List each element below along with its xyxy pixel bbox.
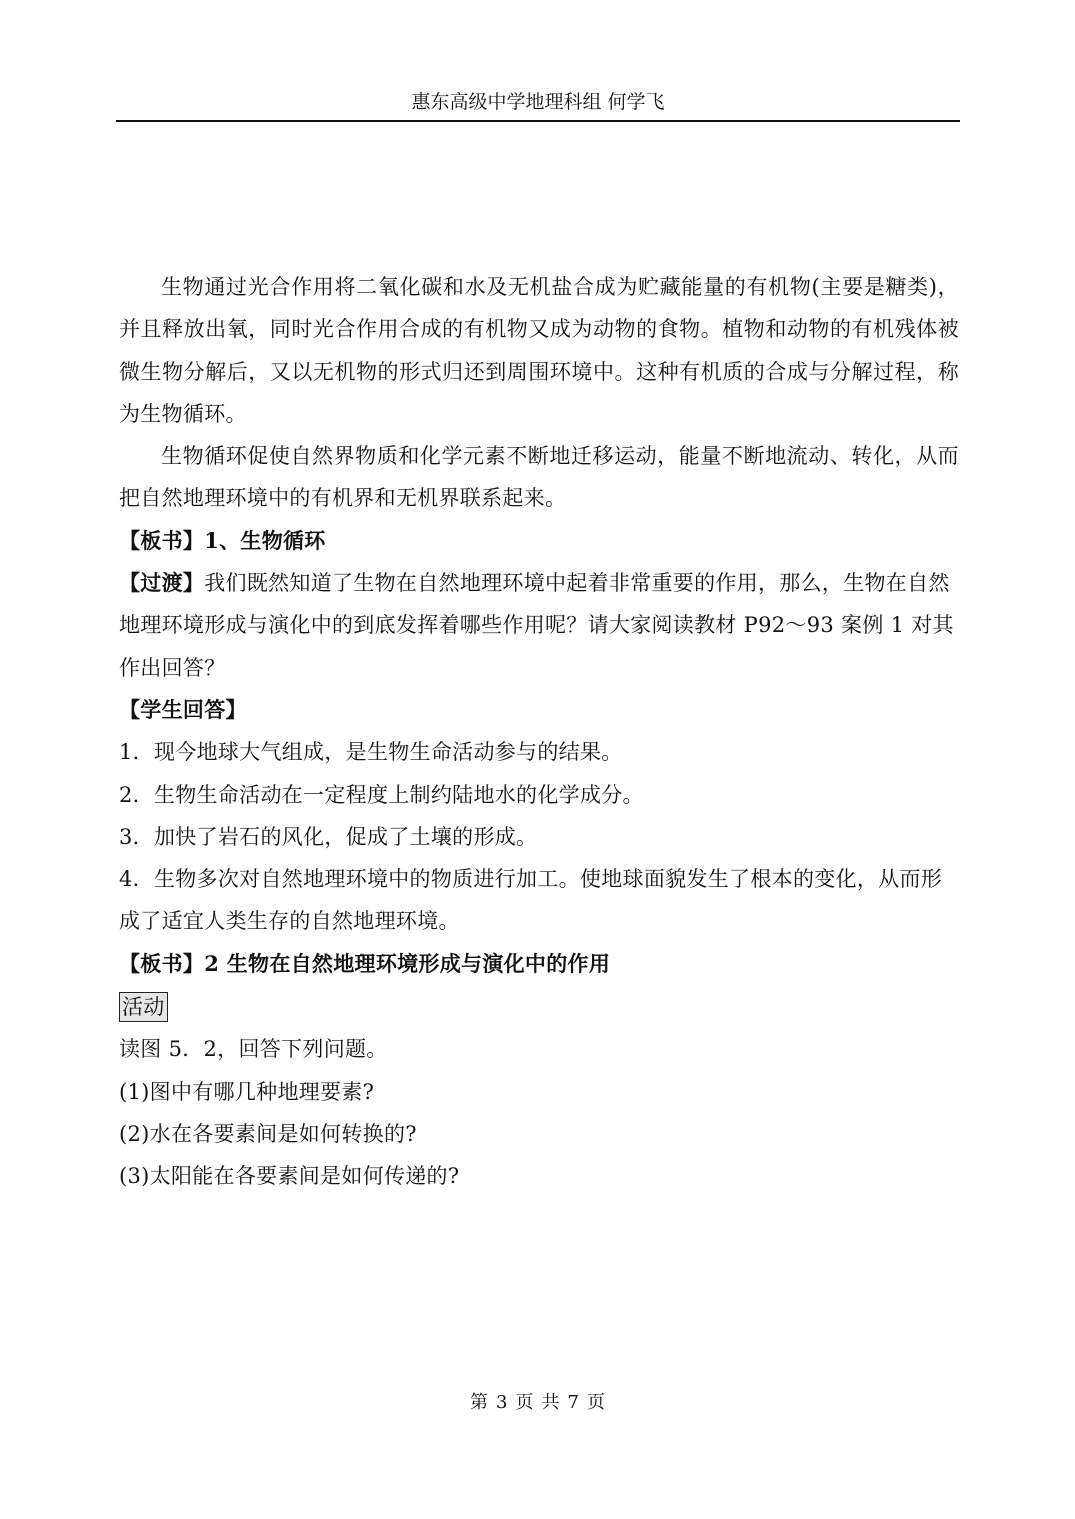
footer-page-total: 7 <box>567 1392 579 1413</box>
page-footer <box>0 1392 1075 1414</box>
footer-word-ye: 页 <box>515 1392 534 1413</box>
footer-page-current: 3 <box>496 1392 508 1413</box>
answer-item: 1．现今地球大气组成，是生物生命活动参与的结果。 <box>119 740 623 765</box>
read-prompt: 读图 5．2，回答下列问题。 <box>119 1037 388 1062</box>
board-heading-2: 【板书】2 生物在自然地理环境形成与演化中的作用 <box>119 950 611 976</box>
footer-word-gong: 共 <box>541 1392 560 1413</box>
page-header <box>116 90 960 122</box>
question-item: (1)图中有哪几种地理要素? <box>119 1079 375 1104</box>
question-item: (3)太阳能在各要素间是如何传递的? <box>119 1164 460 1189</box>
transition-paragraph <box>119 562 959 689</box>
header-title: 惠东高级中学地理科组 何学飞 <box>411 91 665 113</box>
transition-text: 我们既然知道了生物在自然地理环境中起着非常重要的作用，那么，生物在自然地理环境形成与演化中的到底发挥着哪些作用呢？请大家阅读教材 P92～93 案例 1 对其作出回答？ <box>119 571 954 680</box>
footer-word-di: 第 <box>470 1392 489 1413</box>
activity-row <box>119 985 959 1028</box>
footer-word-ye2: 页 <box>586 1392 605 1413</box>
question-item: (2)水在各要素间是如何转换的? <box>119 1121 417 1146</box>
board-heading-1: 【板书】1、生物循环 <box>119 527 326 553</box>
activity-label: 活动 <box>119 992 168 1022</box>
answer-item: 2．生物生命活动在一定程度上制约陆地水的化学成分。 <box>119 782 644 807</box>
answer-item: 3．加快了岩石的风化，促成了土壤的形成。 <box>119 824 538 849</box>
paragraph-biological-cycle: 生物通过光合作用将二氧化碳和水及无机盐合成为贮藏能量的有机物(主要是糖类)，并且释放出氧，同时光合作用合成的有机物又成为动物的食物。植物和动物的有机残体被微生物分解后，又以无机物的形式归还到周围环境中。这种有机质的合成与分解过程，称为生物循环。 <box>119 275 959 426</box>
paragraph-cycle-effect: 生物循环促使自然界物质和化学元素不断地迁移运动，能量不断地流动、转化，从而把自然地理环境中的有机界和无机界联系起来。 <box>119 444 959 511</box>
student-answer-heading: 【学生回答】 <box>119 696 247 722</box>
document-body <box>119 266 959 1198</box>
answer-item: 4．生物多次对自然地理环境中的物质进行加工。使地球面貌发生了根本的变化，从而形成了适宜人类生存的自然地理环境。 <box>119 867 943 934</box>
transition-label: 【过渡】 <box>119 570 205 596</box>
